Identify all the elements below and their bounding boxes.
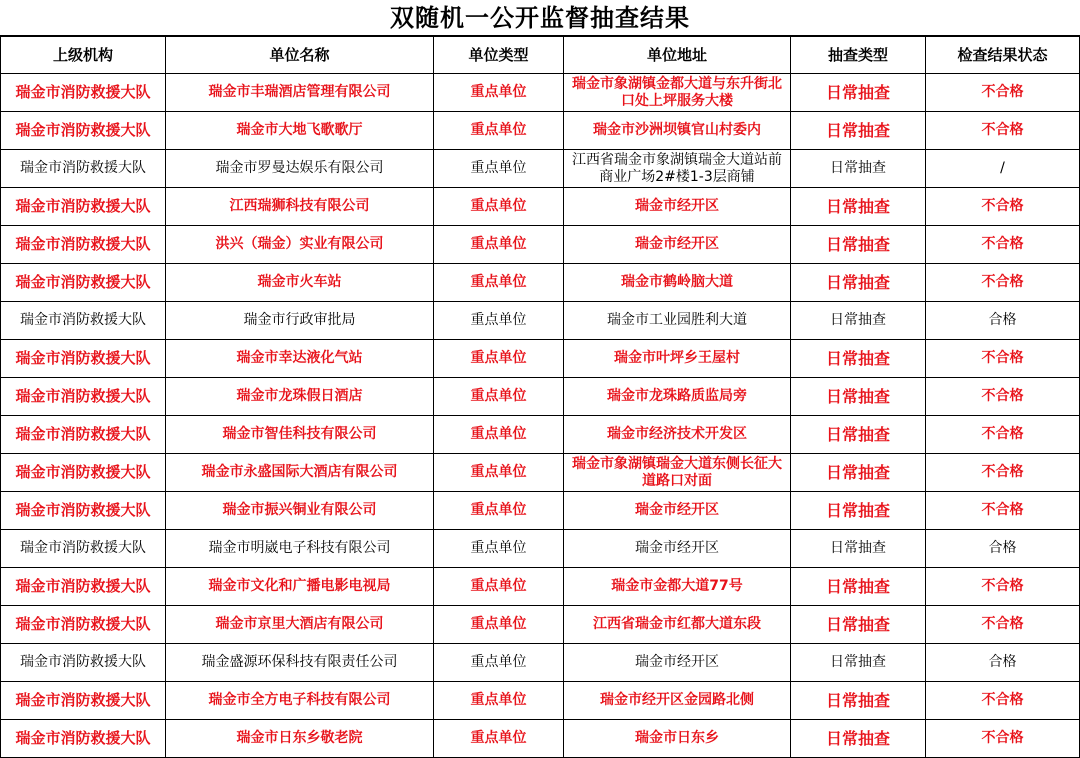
header-name[interactable]: 单位名称 (166, 37, 434, 74)
table-row (1, 302, 1080, 340)
cell-org[interactable]: 瑞金市消防救援大队 (1, 264, 166, 302)
cell-org[interactable]: 瑞金市消防救援大队 (1, 226, 166, 264)
cell-check-type[interactable]: 日常抽查 (791, 188, 926, 226)
cell-type[interactable]: 重点单位 (434, 454, 564, 492)
sheet-title: 双随机一公开监督抽查结果 (0, 0, 1080, 36)
cell-org[interactable]: 瑞金市消防救援大队 (1, 568, 166, 606)
cell-type[interactable]: 重点单位 (434, 112, 564, 150)
table-row (1, 606, 1080, 644)
cell-check-type[interactable]: 日常抽查 (791, 606, 926, 644)
cell-check-type[interactable]: 日常抽查 (791, 416, 926, 454)
cell-address[interactable]: 瑞金市经开区 (564, 226, 791, 264)
table-row (1, 378, 1080, 416)
cell-address[interactable]: 瑞金市日东乡 (564, 720, 791, 758)
header-check-type[interactable]: 抽查类型 (791, 37, 926, 74)
header-result[interactable]: 检查结果状态 (926, 37, 1080, 74)
cell-address[interactable]: 瑞金市象湖镇金都大道与东升街北口处上坪服务大楼 (564, 74, 791, 112)
cell-type[interactable]: 重点单位 (434, 492, 564, 530)
cell-result[interactable]: 不合格 (926, 188, 1080, 226)
cell-address[interactable]: 瑞金市经开区 (564, 644, 791, 682)
table-row (1, 264, 1080, 302)
cell-org[interactable]: 瑞金市消防救援大队 (1, 682, 166, 720)
cell-result[interactable]: 不合格 (926, 492, 1080, 530)
cell-result[interactable]: 合格 (926, 302, 1080, 340)
cell-type[interactable]: 重点单位 (434, 378, 564, 416)
cell-check-type[interactable]: 日常抽查 (791, 150, 926, 188)
header-org[interactable]: 上级机构 (1, 37, 166, 74)
cell-result[interactable]: 不合格 (926, 720, 1080, 758)
cell-type[interactable]: 重点单位 (434, 720, 564, 758)
table-row (1, 720, 1080, 758)
cell-result[interactable]: 不合格 (926, 340, 1080, 378)
cell-address[interactable]: 瑞金市经开区 (564, 188, 791, 226)
cell-org[interactable]: 瑞金市消防救援大队 (1, 340, 166, 378)
cell-result[interactable]: 合格 (926, 530, 1080, 568)
cell-check-type[interactable]: 日常抽查 (791, 682, 926, 720)
cell-address[interactable]: 瑞金市金都大道77号 (564, 568, 791, 606)
table-row (1, 682, 1080, 720)
cell-check-type[interactable]: 日常抽查 (791, 112, 926, 150)
results-table (0, 36, 1080, 758)
cell-address[interactable]: 江西省瑞金市红都大道东段 (564, 606, 791, 644)
cell-type[interactable]: 重点单位 (434, 568, 564, 606)
cell-address[interactable]: 瑞金市经济技术开发区 (564, 416, 791, 454)
header-address[interactable]: 单位地址 (564, 37, 791, 74)
table-row (1, 226, 1080, 264)
table-body (1, 74, 1080, 758)
cell-check-type[interactable]: 日常抽查 (791, 302, 926, 340)
cell-address[interactable]: 江西省瑞金市象湖镇瑞金大道站前商业广场2#楼1-3层商铺 (564, 150, 791, 188)
cell-name[interactable]: 瑞金市龙珠假日酒店 (166, 378, 434, 416)
cell-name[interactable]: 瑞金市永盛国际大酒店有限公司 (166, 454, 434, 492)
cell-name[interactable]: 瑞金市行政审批局 (166, 302, 434, 340)
cell-type[interactable]: 重点单位 (434, 150, 564, 188)
table-row (1, 530, 1080, 568)
table-row (1, 150, 1080, 188)
cell-org[interactable]: 瑞金市消防救援大队 (1, 302, 166, 340)
cell-type[interactable]: 重点单位 (434, 264, 564, 302)
cell-check-type[interactable]: 日常抽查 (791, 378, 926, 416)
cell-name[interactable]: 瑞金市火车站 (166, 264, 434, 302)
cell-name[interactable]: 瑞金市罗曼达娱乐有限公司 (166, 150, 434, 188)
table-row (1, 188, 1080, 226)
cell-address[interactable]: 瑞金市经开区 (564, 530, 791, 568)
cell-type[interactable]: 重点单位 (434, 74, 564, 112)
cell-type[interactable]: 重点单位 (434, 530, 564, 568)
cell-name[interactable]: 瑞金市日东乡敬老院 (166, 720, 434, 758)
cell-result[interactable]: 不合格 (926, 454, 1080, 492)
cell-check-type[interactable]: 日常抽查 (791, 720, 926, 758)
cell-check-type[interactable]: 日常抽查 (791, 644, 926, 682)
cell-org[interactable]: 瑞金市消防救援大队 (1, 378, 166, 416)
cell-org[interactable]: 瑞金市消防救援大队 (1, 74, 166, 112)
cell-address[interactable]: 瑞金市象湖镇瑞金大道东侧长征大道路口对面 (564, 454, 791, 492)
cell-type[interactable]: 重点单位 (434, 606, 564, 644)
cell-address[interactable]: 瑞金市叶坪乡王屋村 (564, 340, 791, 378)
table-row (1, 74, 1080, 112)
cell-org[interactable]: 瑞金市消防救援大队 (1, 188, 166, 226)
table-row (1, 644, 1080, 682)
cell-type[interactable]: 重点单位 (434, 682, 564, 720)
cell-result[interactable]: 不合格 (926, 226, 1080, 264)
cell-check-type[interactable]: 日常抽查 (791, 264, 926, 302)
cell-result[interactable]: 不合格 (926, 682, 1080, 720)
cell-type[interactable]: 重点单位 (434, 188, 564, 226)
cell-result[interactable]: 合格 (926, 644, 1080, 682)
cell-check-type[interactable]: 日常抽查 (791, 226, 926, 264)
cell-check-type[interactable]: 日常抽查 (791, 568, 926, 606)
cell-address[interactable]: 瑞金市龙珠路质监局旁 (564, 378, 791, 416)
cell-name[interactable]: 瑞金盛源环保科技有限责任公司 (166, 644, 434, 682)
cell-org[interactable]: 瑞金市消防救援大队 (1, 644, 166, 682)
cell-result[interactable]: 不合格 (926, 416, 1080, 454)
cell-name[interactable]: 洪兴（瑞金）实业有限公司 (166, 226, 434, 264)
cell-name[interactable]: 瑞金市智佳科技有限公司 (166, 416, 434, 454)
cell-type[interactable]: 重点单位 (434, 226, 564, 264)
cell-result[interactable]: / (926, 150, 1080, 188)
cell-result[interactable]: 不合格 (926, 112, 1080, 150)
cell-check-type[interactable]: 日常抽查 (791, 492, 926, 530)
cell-org[interactable]: 瑞金市消防救援大队 (1, 492, 166, 530)
cell-address[interactable]: 瑞金市沙洲坝镇官山村委内 (564, 112, 791, 150)
table-row (1, 454, 1080, 492)
table-row (1, 568, 1080, 606)
cell-org[interactable]: 瑞金市消防救援大队 (1, 454, 166, 492)
cell-type[interactable]: 重点单位 (434, 340, 564, 378)
cell-address[interactable]: 瑞金市工业园胜利大道 (564, 302, 791, 340)
cell-name[interactable]: 瑞金市丰瑞酒店管理有限公司 (166, 74, 434, 112)
header-row (1, 37, 1080, 74)
cell-type[interactable]: 重点单位 (434, 416, 564, 454)
cell-address[interactable]: 瑞金市鹤岭脑大道 (564, 264, 791, 302)
table-row (1, 492, 1080, 530)
cell-address[interactable]: 瑞金市经开区金园路北侧 (564, 682, 791, 720)
cell-org[interactable]: 瑞金市消防救援大队 (1, 720, 166, 758)
cell-name[interactable]: 瑞金市文化和广播电影电视局 (166, 568, 434, 606)
cell-result[interactable]: 不合格 (926, 74, 1080, 112)
cell-org[interactable]: 瑞金市消防救援大队 (1, 416, 166, 454)
cell-name[interactable]: 江西瑞狮科技有限公司 (166, 188, 434, 226)
cell-result[interactable]: 不合格 (926, 378, 1080, 416)
cell-name[interactable]: 瑞金市大地飞歌歌厅 (166, 112, 434, 150)
cell-org[interactable]: 瑞金市消防救援大队 (1, 150, 166, 188)
cell-check-type[interactable]: 日常抽查 (791, 454, 926, 492)
header-type[interactable]: 单位类型 (434, 37, 564, 74)
table-row (1, 340, 1080, 378)
cell-name[interactable]: 瑞金市幸达液化气站 (166, 340, 434, 378)
cell-name[interactable]: 瑞金市振兴铜业有限公司 (166, 492, 434, 530)
cell-name[interactable]: 瑞金市明崴电子科技有限公司 (166, 530, 434, 568)
cell-org[interactable]: 瑞金市消防救援大队 (1, 530, 166, 568)
cell-check-type[interactable]: 日常抽查 (791, 340, 926, 378)
cell-name[interactable]: 瑞金市全方电子科技有限公司 (166, 682, 434, 720)
cell-org[interactable]: 瑞金市消防救援大队 (1, 112, 166, 150)
cell-type[interactable]: 重点单位 (434, 644, 564, 682)
table-row (1, 112, 1080, 150)
cell-type[interactable]: 重点单位 (434, 302, 564, 340)
cell-result[interactable]: 不合格 (926, 568, 1080, 606)
cell-org[interactable]: 瑞金市消防救援大队 (1, 606, 166, 644)
cell-address[interactable]: 瑞金市经开区 (564, 492, 791, 530)
cell-name[interactable]: 瑞金市京里大酒店有限公司 (166, 606, 434, 644)
cell-check-type[interactable]: 日常抽查 (791, 74, 926, 112)
cell-result[interactable]: 不合格 (926, 264, 1080, 302)
cell-check-type[interactable]: 日常抽查 (791, 530, 926, 568)
cell-result[interactable]: 不合格 (926, 606, 1080, 644)
table-row (1, 416, 1080, 454)
